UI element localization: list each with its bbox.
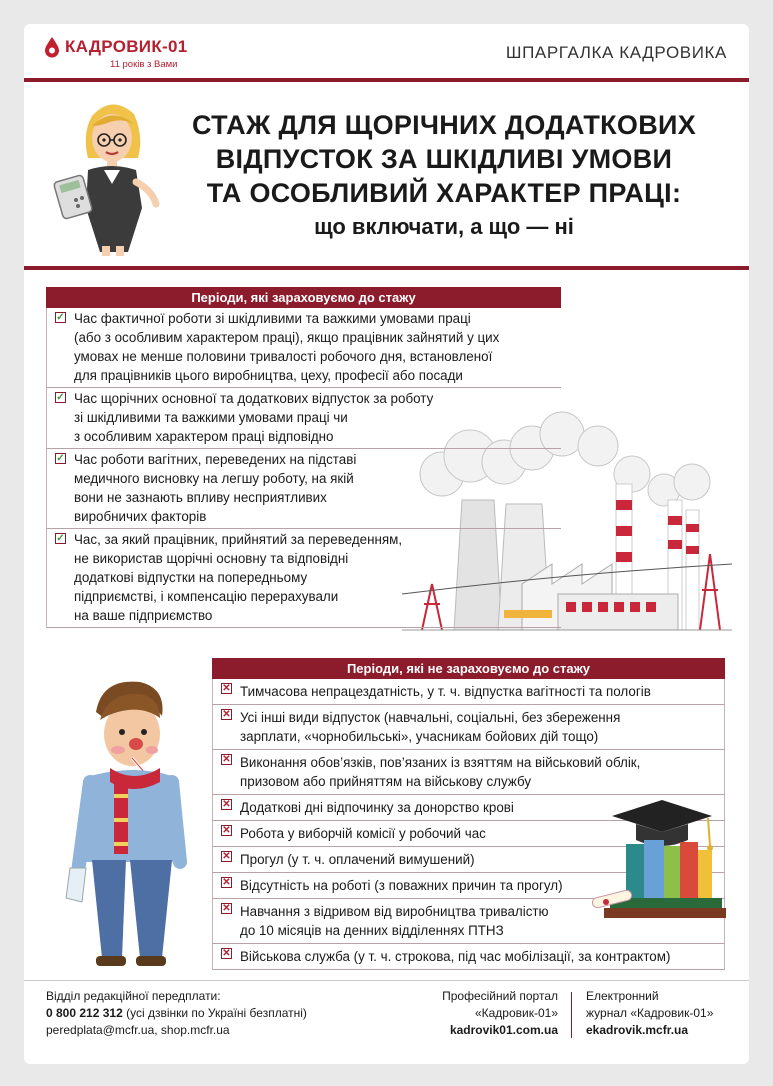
row-line: додаткові відпустки на попередньому (74, 570, 308, 585)
table-row (212, 750, 725, 795)
phone-number[interactable]: 0 800 212 312 (46, 1006, 123, 1020)
row-text (240, 944, 670, 969)
cross-icon: ✕ (222, 683, 231, 694)
brand-logo[interactable] (44, 36, 187, 58)
row-text (240, 750, 640, 794)
books-graduation-cap-illustration (592, 794, 732, 924)
header-divider (24, 78, 749, 82)
row-text (240, 821, 486, 846)
row-line: виробничих факторів (74, 509, 207, 524)
table-row (46, 529, 561, 628)
included-periods-table (46, 287, 561, 628)
row-line: медичного висновку на легшу роботу, на якій (74, 471, 354, 486)
row-line: (або з особливим характером праці), якщо працівник зайнятий у цих (74, 330, 500, 345)
cross-icon: ✕ (222, 877, 231, 888)
row-text (240, 795, 514, 820)
title-line-3: ТА ОСОБЛИВИЙ ХАРАКТЕР ПРАЦІ: (206, 178, 682, 208)
row-text (240, 899, 549, 943)
row-text (240, 873, 563, 898)
title-line-2: ВІДПУСТОК ЗА ШКІДЛИВІ УМОВИ (215, 144, 673, 174)
brand-name: КАДРОВИК-01 (65, 37, 188, 56)
drop-logo-icon (44, 36, 60, 58)
table-row (46, 308, 561, 388)
title-divider (24, 266, 749, 270)
row-line: до 10 місяців на денних відділеннях ПТНЗ (240, 923, 504, 938)
row-line: Прогул (у т. ч. оплачений вимушений) (240, 852, 475, 867)
page-footer (24, 986, 749, 1056)
row-text (74, 529, 402, 627)
row-text (240, 705, 620, 749)
row-line: для працівників цього виробництва, цеху, професії або посади (74, 368, 463, 383)
row-line: Час роботи вагітних, переведених на підставі (74, 452, 357, 467)
row-line: Тимчасова непрацездатність, у т. ч. відпустка вагітності та пологів (240, 684, 651, 699)
row-line: призовом або прийняттям на військову службу (240, 774, 532, 789)
accountant-woman-illustration (52, 96, 172, 256)
section-title: ШПАРГАЛКА КАДРОВИКА (505, 43, 727, 62)
row-line: Усі інші види відпусток (навчальні, соціальні, без збереження (240, 710, 621, 725)
row-line: Час фактичної роботи зі шкідливими та важкими умовами праці (74, 311, 471, 326)
page-header (24, 24, 749, 84)
table-row (46, 449, 561, 529)
checkmark-icon: ✓ (56, 312, 65, 323)
row-line: на ваше підприємство (74, 608, 213, 623)
checkmark-icon: ✓ (56, 392, 65, 403)
portal-info (442, 988, 558, 1039)
journal-label: Електронний (586, 989, 659, 1003)
journal-name: журнал «Кадровик-01» (586, 1006, 714, 1020)
row-line: з особливим характером праці відповідно (74, 429, 334, 444)
checkmark-icon: ✓ (56, 453, 65, 464)
row-line: не використав щорічні основну та відповідні (74, 551, 349, 566)
row-line: зі шкідливими та важкими умовами праці чи (74, 410, 348, 425)
subscription-department: Відділ редакційної передплати: (46, 989, 221, 1003)
excluded-table-heading: Періоди, які не зараховуємо до стажу (212, 658, 725, 679)
row-line: умовах не менше половини тривалості робочого дня, встановленої (74, 349, 493, 364)
checkmark-icon: ✓ (56, 533, 65, 544)
footer-divider (24, 980, 749, 981)
subscription-email-link[interactable]: peredplata@mcfr.ua, shop.mcfr.ua (46, 1023, 230, 1037)
sick-man-illustration (56, 672, 196, 972)
cross-icon: ✕ (222, 948, 231, 959)
row-line: підприємстві, і компенсацію перерахували (74, 589, 339, 604)
brand-tagline: 11 років з Вами (110, 59, 178, 70)
cross-icon: ✕ (222, 709, 231, 720)
row-line: Робота у виборчій комісії у робочий час (240, 826, 486, 841)
row-line: Військова служба (у т. ч. строкова, під час мобілізації, за контрактом) (240, 949, 671, 964)
included-table-heading: Періоди, які зараховуємо до стажу (46, 287, 561, 308)
row-text (240, 847, 475, 872)
row-text (240, 679, 651, 704)
row-line: Навчання з відривом від виробництва тривалістю (240, 904, 549, 919)
cross-icon: ✕ (222, 903, 231, 914)
phone-note: (усі дзвінки по Україні безплатні) (122, 1006, 307, 1020)
cross-icon: ✕ (222, 825, 231, 836)
portal-link[interactable]: kadrovik01.com.ua (449, 1023, 558, 1037)
portal-label: Професійний портал (442, 989, 558, 1003)
table-row (212, 705, 725, 750)
page-subtitle: що включати, а що — ні (314, 214, 574, 239)
cross-icon: ✕ (222, 851, 231, 862)
subscription-contacts (46, 988, 307, 1039)
title-line-1: СТАЖ ДЛЯ ЩОРІЧНИХ ДОДАТКОВИХ (191, 110, 697, 140)
subscription-phone-line (46, 1005, 307, 1022)
row-text (74, 308, 499, 387)
row-line: Відсутність на роботі (з поважних причин та прогул) (240, 878, 563, 893)
row-text (74, 449, 356, 528)
table-row (212, 944, 725, 970)
row-text (74, 388, 433, 448)
footer-separator (571, 992, 572, 1038)
row-line: Виконання обов’язків, пов’язаних із взяттям на військовий облік, (240, 755, 641, 770)
cross-icon: ✕ (222, 799, 231, 810)
row-line: зарплати, «чорнобильські», учасникам бойових дій тощо) (240, 729, 599, 744)
row-line: Час, за який працівник, прийнятий за переведенням, (74, 532, 403, 547)
row-line: вони не зазнають впливу несприятливих (74, 490, 327, 505)
cheat-sheet-card (24, 24, 749, 1064)
table-row (212, 679, 725, 705)
row-line: Час щорічних основної та додаткових відпусток за роботу (74, 391, 434, 406)
table-row (46, 388, 561, 449)
page-title (164, 108, 724, 242)
cross-icon: ✕ (222, 754, 231, 765)
journal-link[interactable]: ekadrovik.mcfr.ua (586, 1023, 689, 1037)
portal-name: «Кадровик-01» (474, 1006, 558, 1020)
row-line: Додаткові дні відпочинку за донорство крові (240, 800, 514, 815)
journal-info (586, 988, 713, 1039)
